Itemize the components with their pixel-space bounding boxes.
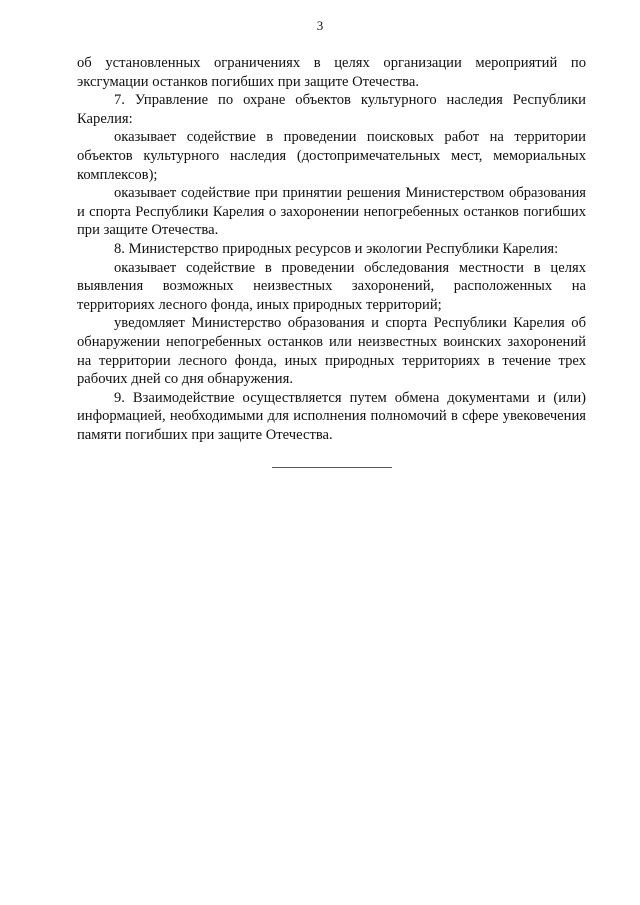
paragraph-item-8-survey-assistance: оказывает содействие в проведении обследования местности в целях выявления возможных неизвестных захоронений, расположенных на территориях лесного фонда, иных природных территорий;	[77, 259, 586, 313]
paragraph-item-8-heading: 8. Министерство природных ресурсов и экологии Республики Карелия:	[114, 240, 559, 257]
paragraph-item-7-heading: 7. Управление по охране объектов культурного наследия Республики Карелия:	[77, 92, 586, 127]
document-body	[77, 54, 586, 444]
paragraph-item-9: 9. Взаимодействие осуществляется путем обмена документами и (или) информацией, необходимыми для исполнения полномочий в сфере увековечения памяти погибших при защите Отечества.	[77, 389, 586, 443]
paragraph-item-7-search-assistance: оказывает содействие в проведении поисковых работ на территории объектов культурного наследия (достопримечательных мест, мемориальных комплексов);	[77, 129, 586, 183]
paragraph-item-8-notification: уведомляет Министерство образования и спорта Республики Карелия об обнаружении непогребенных останков или неизвестных воинских захоронений на территории лесного фонда, иных природных территориях в течение трех рабочих дней со дня обнаружения.	[77, 315, 586, 388]
paragraph-continuation: об установленных ограничениях в целях организации мероприятий по эксгумации останков погибших при защите Отечества.	[77, 55, 586, 90]
end-of-document-rule	[272, 467, 392, 468]
paragraph-item-7-burial-assistance: оказывает содействие при принятии решения Министерством образования и спорта Республики Карелия о захоронении непогребенных останков погибших при защите Отечества.	[77, 185, 586, 239]
page-number: 3	[316, 18, 324, 33]
